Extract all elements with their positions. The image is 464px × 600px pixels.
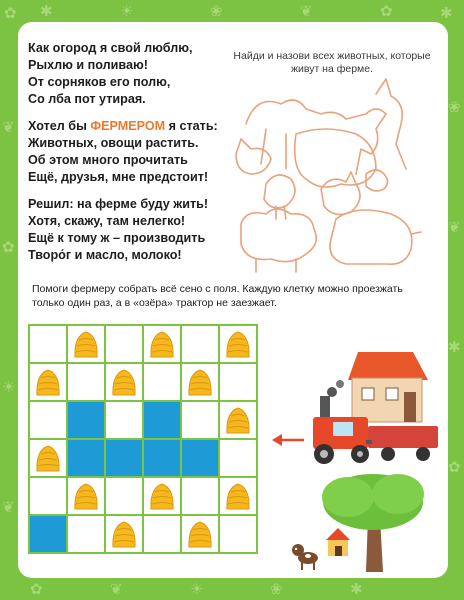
haystack-icon (73, 482, 99, 510)
horse-outline (246, 100, 386, 174)
rooster-outline (321, 172, 360, 214)
poem-line: Ещё к тому ж – производить (28, 231, 206, 245)
flower-icon: ❀ (270, 581, 283, 598)
field-cell[interactable] (30, 326, 66, 362)
overlapping-animals-outline (226, 74, 426, 274)
field-cell[interactable] (144, 516, 180, 552)
poem-line: Рыхлю и поливаю! (28, 58, 148, 72)
lake-cell (144, 440, 180, 476)
haystack-icon (187, 520, 213, 548)
poem-text: я стать: (165, 119, 218, 133)
haystack-icon (35, 444, 61, 472)
field-cell[interactable] (182, 326, 218, 362)
poem-line: Творо́г и масло, молоко! (28, 248, 182, 262)
flower-icon: ✿ (30, 581, 43, 598)
hay-cell[interactable] (68, 326, 104, 362)
lake-cell (30, 516, 66, 552)
haystack-icon (111, 520, 137, 548)
lake-cell (68, 440, 104, 476)
field-cell[interactable] (182, 402, 218, 438)
leaf-icon: ❦ (2, 499, 15, 516)
hay-cell[interactable] (182, 364, 218, 400)
hay-cell[interactable] (30, 440, 66, 476)
flower-icon: ✿ (380, 3, 393, 20)
leaf-icon: ❦ (300, 3, 313, 20)
hay-field-grid (28, 324, 258, 554)
hay-cell[interactable] (144, 478, 180, 514)
haystack-icon (73, 330, 99, 358)
haystack-icon (111, 368, 137, 396)
leaf-icon: ❦ (448, 219, 461, 236)
field-cell[interactable] (182, 478, 218, 514)
haystack-icon (225, 482, 251, 510)
star-icon: ✱ (440, 5, 453, 22)
lake-cell (106, 440, 142, 476)
poem-line: Животных, овощи растить. (28, 136, 199, 150)
flower-icon: ✿ (4, 5, 17, 22)
poem-line (28, 118, 238, 135)
poem-line: Об этом много прочитать (28, 153, 188, 167)
sun-icon: ☀ (120, 3, 134, 20)
field-cell[interactable] (220, 364, 256, 400)
poem-text: Хотел бы (28, 119, 91, 133)
haystack-icon (225, 330, 251, 358)
field-cell[interactable] (30, 478, 66, 514)
lake-cell (182, 440, 218, 476)
poem (28, 40, 238, 274)
farm-scene (258, 322, 438, 572)
poem-stanza-1 (28, 40, 238, 108)
haystack-icon (225, 406, 251, 434)
lake-cell (68, 402, 104, 438)
sun-icon: ☀ (190, 581, 204, 598)
flower-icon: ❀ (448, 99, 461, 116)
duckling-outline (366, 170, 388, 191)
goat-outline (376, 79, 406, 169)
cat-outline (236, 139, 271, 174)
hay-cell[interactable] (220, 402, 256, 438)
haystack-icon (149, 482, 175, 510)
star-icon: ✱ (40, 3, 53, 20)
leaf-icon: ❦ (2, 119, 15, 136)
hay-cell[interactable] (220, 326, 256, 362)
tree-icon (322, 474, 424, 572)
flower-icon: ✿ (2, 239, 15, 256)
poem-stanza-3 (28, 196, 238, 264)
haystack-icon (149, 330, 175, 358)
sheep-outline (241, 209, 316, 272)
farmer-highlight: ФЕРМЕРОМ (90, 119, 166, 133)
poem-line: Ещё, друзья, мне предстоит! (28, 170, 209, 184)
field-cell[interactable] (68, 364, 104, 400)
field-cell[interactable] (106, 402, 142, 438)
hay-cell[interactable] (144, 326, 180, 362)
page-number: 53 (419, 549, 442, 571)
poem-stanza-2 (28, 118, 238, 186)
field-cell[interactable] (68, 516, 104, 552)
workbook-page (18, 22, 448, 578)
star-icon: ✱ (350, 581, 363, 598)
leaf-icon: ❦ (110, 581, 123, 598)
dog-icon (292, 544, 318, 570)
pig-outline (330, 210, 421, 264)
poem-line: От сорняков его полю, (28, 75, 171, 89)
haystack-icon (35, 368, 61, 396)
poem-line: Решил: на ферме буду жить! (28, 197, 209, 211)
cow-outline (295, 129, 376, 187)
hay-cell[interactable] (30, 364, 66, 400)
field-cell[interactable] (220, 516, 256, 552)
animals-caption: Найди и назови всех животных, которые живут на ферме. (233, 50, 431, 75)
arrow-left-icon (272, 434, 304, 446)
field-cell[interactable] (30, 402, 66, 438)
hay-cell[interactable] (68, 478, 104, 514)
hay-cell[interactable] (220, 478, 256, 514)
hay-cell[interactable] (106, 364, 142, 400)
field-cell[interactable] (106, 326, 142, 362)
poem-line: Хотя, скажу, там нелегко! (28, 214, 186, 228)
sun-icon: ☀ (2, 379, 16, 396)
hay-cell[interactable] (182, 516, 218, 552)
field-cell[interactable] (220, 440, 256, 476)
flower-icon: ✿ (448, 459, 461, 476)
hay-cell[interactable] (106, 516, 142, 552)
barn-icon (348, 352, 428, 422)
task-instructions: Помоги фермеру собрать всё сено с поля. Каждую клетку можно проезжать только один раз, а в «озёра» трактор не заезжает. (32, 283, 403, 309)
doghouse-icon (326, 528, 350, 556)
field-cell[interactable] (106, 478, 142, 514)
flower-icon: ❀ (210, 3, 223, 20)
lake-cell (144, 402, 180, 438)
haystack-icon (187, 368, 213, 396)
star-icon: ✱ (448, 339, 461, 356)
field-cell[interactable] (144, 364, 180, 400)
poem-line: Как огород я свой люблю, (28, 41, 193, 55)
poem-line: Со лба пот утирая. (28, 92, 146, 106)
